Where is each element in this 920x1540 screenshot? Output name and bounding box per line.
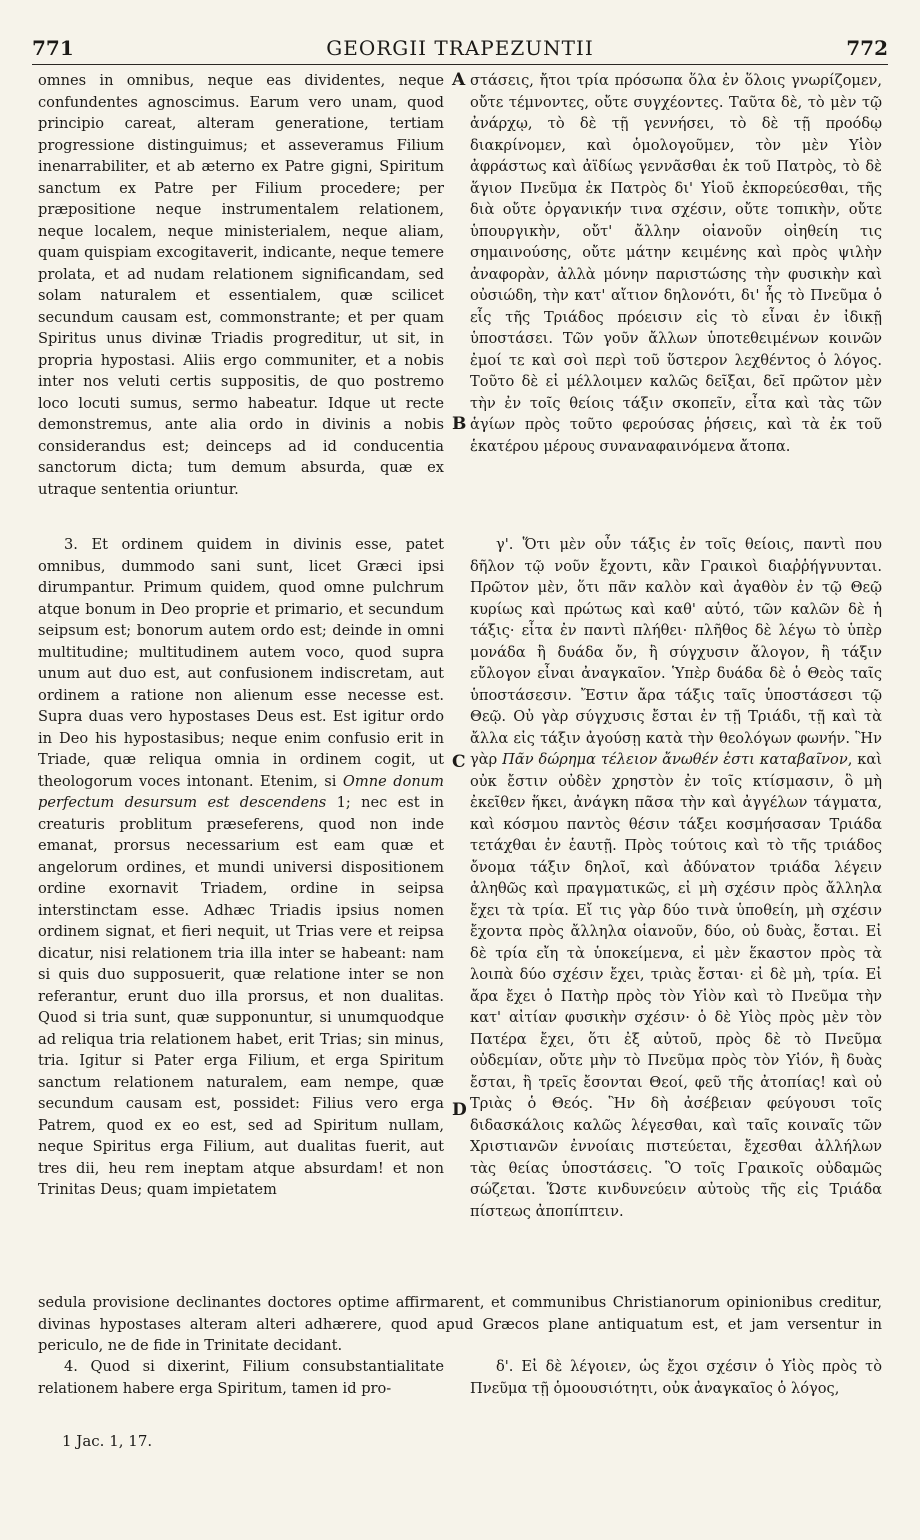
latin-text-a: 3. Et ordinem quidem in divinis esse, patet omnibus, dummodo sani sunt, licet Græci ipsi dirumpantur. Primum quidem, quod omne pulchrum atque bonum in Deo proprie et primario, et secundum seipsum est; bonorum autem ordo est; deinde in omni multitudine; multitudinem autem voco, quod supra unum aut duo est, aut confusionem indiscretam, aut ordinem a ratione non alienum esse necesse est. Supra duas vero hypostases Deus est. Est igitur ordo in Deo his hypostasibus; neque enim confusio erit in Triade, quæ reliqua omnia in ordinem cogit, ut theologorum voces intonant. Etenim, si xyxy=(38,536,444,790)
latin-column-section-4 xyxy=(38,1356,444,1399)
greek-column-top xyxy=(470,70,882,457)
greek-paragraph-1: στάσεις, ἤτοι τρία πρόσωπα ὅλα ἐν ὅλοις γνωρίζομεν, οὔτε τέμνοντες, οὔτε συγχέοντες. Ταῦτα δὲ, τὸ μὲν τῷ ἀνάρχῳ, τὸ δὲ τῇ γεννήσει, τὸ δὲ τῇ προόδῳ διακρίνομεν, καὶ ὁμολογοῦμεν, τὸν μὲν Υἱὸν ἀφράστως καὶ ἀϊδίως γεννᾶσθαι ἐκ τοῦ Πατρὸς, τὸ δὲ ἅγιον Πνεῦμα ἐκ Πατρὸς δι' Υἱοῦ ἐκπορεύεσθαι, τῆς διὰ οὔτε ὀργανικήν τινα σχέσιν, οὔτε τοπικὴν, οὔτε ὑπουργικὴν, οὔτ' ἄλλην οἱανοῦν οἰηθείη τις σημαινούσης, οὔτε μάτην κειμένης καὶ πρὸς ψιλὴν ἀναφορὰν, ἀλλὰ μόνην παριστώσης τὴν φυσικὴν καὶ οὐσιώδη, τὴν κατ' αἴτιον δηλονότι, δι' ἧς τὸ Πνεῦμα ὁ εἷς τῆς Τριάδος πρόεισιν εἰς τὸ εἶναι ἐν ἰδικῇ ὑποστάσει. Τῶν γοῦν ἄλλων ὑποτεθειμένων κοινῶν ἐμοί τε καὶ σοὶ περὶ τοῦ ὕστερον λεχθέντος ὁ λόγος. Τοῦτο δὲ εἰ μέλλοιμεν καλῶς δεῖξαι, δεῖ πρῶτον μὲν τὴν ἐν τοῖς θείοις τάξιν σκοπεῖν, εἶτα καὶ τὰς τῶν ἁγίων πρὸς τοῦτο φερούσας ῥήσεις, καὶ τὰ ἐκ τοῦ ἑκατέρου μέρους συναναφαινόμενα ἄτοπα. xyxy=(470,72,882,455)
page-number-right: 772 xyxy=(846,36,888,60)
margin-marker-d: D xyxy=(452,1100,467,1120)
margin-marker-a: A xyxy=(452,70,466,90)
full-width-continuation: sedula provisione declinantes doctores optime affirmarent, et communibus Christianorum opinionibus creditur, divinas hypostases alteram alteri adhærere, quod apud Græcos plane antiquatum est, et jam versentur in periculo, ne de fide in Trinitate decidant. xyxy=(38,1294,882,1354)
latin-column-section-3 xyxy=(38,534,444,1201)
latin-paragraph-3: 4. Quod si dixerint, Filium consubstantialitate relationem habere erga Spiritum, tamen id pro- xyxy=(38,1358,444,1397)
page-number-left: 771 xyxy=(32,36,74,60)
greek-column-section-4 xyxy=(470,1356,882,1399)
latin-text-b: 1; nec est in creaturis problitum præseferens, quod non inde emanat, prorsus necessarium est eam quæ et angelorum ordines, et mundi universi dispositionem ordine exornavit Triadem, ordine in seipsa interstinctam esse. Adhæc Triadis ipsius nomen ordinem signat, et fieri nequit, ut Trias vere et reipsa dicatur, nisi relationem tria illa inter se habeant: nam si quis duo supposuerit, quæ relatione inter se non referantur, erunt duo illa prorsus, et non dualitas. Quod si tria sunt, quæ supponuntur, si unumquodque ad reliqua tria relationem habet, erit Trias; sin minus, tria. Igitur si Pater erga Filium, et erga Spiritum sanctum relationem naturalem, eam nempe, quæ secundum causam est, possidet: Filius vero erga Patrem, quod ex eo est, sed ad Spiritum nullam, neque Spiritus erga Filium, aut dualitas fuerit, aut tres dii, heu rem ineptam atque absurdam! et non Trinitas Deus; quam impietatem xyxy=(38,794,444,1198)
latin-paragraph-1: omnes in omnibus, neque eas dividentes, neque confundentes agnoscimus. Earum vero unam, quod principio careat, alteram generatione, tertiam progressione distinguimus; et asseveramus Filium inenarrabiliter, et ab æterno ex Patre gigni, Spiritum sanctum ex Patre per Filium procedere; per præpositione neque instrumentalem relationem, neque localem, neque ministerialem, neque aliam, quam quispiam excogitaverit, indicante, neque temere prolata, et ad nudam relationem significandam, sed solam naturalem et essentialem, quæ scilicet secundum causam est, commonstrante; et per quam Spiritus unus divinæ Triadis progreditur, ut sit, in propria hypostasi. Aliis ergo communiter, et a nobis inter nos veluti certis suppositis, de quo postremo loco locuti sumus, sermo habeatur. Idque ut recte demonstremus, ante alia ordo in divinis a nobis considerandus est; deinceps ad id conducentia sanctorum dicta; tum demum absurda, quæ ex utraque sententia oriuntur. xyxy=(38,72,444,498)
greek-paragraph-2 xyxy=(470,534,882,1222)
footnote: 1 Jac. 1, 17. xyxy=(62,1432,153,1450)
greek-paragraph-3: δ'. Εἰ δὲ λέγοιεν, ὡς ἔχοι σχέσιν ὁ Υἱὸς πρὸς τὸ Πνεῦμα τῇ ὁμοουσιότητι, οὐκ ἀναγκαῖος ὁ λόγος, xyxy=(470,1358,882,1397)
greek-column-section-3 xyxy=(470,534,882,1222)
scripture-quote-greek: Πᾶν δώρημα τέλειον ἄνωθέν ἐστι καταβαῖνον xyxy=(502,751,848,768)
scripture-quote-latin: Omne donum perfectum desursum est descendens xyxy=(38,772,444,811)
latin-paragraph-2 xyxy=(38,534,444,1201)
latin-column-top xyxy=(38,70,444,500)
margin-marker-b: B xyxy=(452,414,467,434)
page-header xyxy=(32,30,888,65)
greek-text-b: , καὶ οὐκ ἔστιν οὐδὲν χρηστὸν ἐν τοῖς κτίσμασιν, ὃ μὴ ἐκεῖθεν ἥκει, ἀνάγκη πᾶσα τὴν καὶ ἀγγέλων τάγματα, καὶ κόσμου παντὸς θέσιν τάξει κοσμήσασαν Τριάδα τετάχθαι ἐν ἑαυτῇ. Πρὸς τούτοις καὶ τὸ τῆς τριάδος ὄνομα τάξιν δηλοῖ, καὶ ἀδύνατον τριάδα λέγειν ἀληθῶς καὶ πραγματικῶς, εἰ μὴ σχέσιν πρὸς ἄλληλα ἔχει τὰ τρία. Εἴ τις γὰρ δύο τινὰ ὑποθείη, μὴ σχέσιν ἔχοντα πρὸς ἄλληλα οἱανοῦν, δύο, οὐ δυὰς, ἔσται. Εἰ δὲ τρία εἴη τὰ ὑποκείμενα, εἰ μὲν ἕκαστον πρὸς τὰ λοιπὰ δύο σχέσιν ἔχει, τριὰς ἔσται· εἰ δὲ μὴ, τρία. Εἰ ἄρα ἔχει ὁ Πατὴρ πρὸς τὸν Υἱὸν καὶ τὸ Πνεῦμα τὴν κατ' αἰτίαν φυσικὴν σχέσιν· ὁ δὲ Υἱὸς πρὸς μὲν τὸν Πατέρα ἔχει, ὅτι ἐξ αὐτοῦ, πρὸς δὲ τὸ Πνεῦμα οὐδεμίαν, οὔτε μὴν τὸ Πνεῦμα πρὸς τὸν Υἱόν, ἢ δυὰς ἔσται, ἢ τρεῖς ἔσονται Θεοί, φεῦ τῆς ἀτοπίας! καὶ οὐ Τριὰς ὁ Θεός. Ἣν δὴ ἀσέβειαν φεύγουσι τοῖς διδασκάλοις καλῶς λέγεσθαι, καὶ ταῖς κοιναῖς τῶν Χριστιανῶν ἐννοίαις πιστεύεται, ἔχεσθαι ἀλλήλων τὰς θείας ὑποστάσεις. Ὃ τοῖς Γραικοῖς οὐδαμῶς σώζεται. Ὥστε κινδυνεύειν αὐτοὺς τῆς εἰς Τριάδα πίστεως ἀποπίπτειν. xyxy=(470,751,883,1220)
running-title: GEORGII TRAPEZUNTII xyxy=(326,36,594,60)
greek-text-a: γ'. Ὅτι μὲν οὖν τάξις ἐν τοῖς θείοις, παντὶ που δῆλον τῷ νοῦν ἔχοντι, κἂν Γραικοὶ διαῤῥήγνυνται. Πρῶτον μὲν, ὅτι πᾶν καλὸν καὶ ἀγαθὸν ἐν τῷ Θεῷ κυρίως καὶ πρώτως καὶ καθ' αὑτό, τῶν καλῶν δὲ ἡ τάξις· εἶτα ἐν παντὶ πλήθει· πλῆθος δὲ λέγω τὸ ὑπὲρ μονάδα ἢ δυάδα ὄν, ἢ σύγχυσιν ἄλογον, ἢ τάξιν εὔλογον εἶναι ἀναγκαῖον. Ὑπὲρ δυάδα δὲ ὁ Θεὸς ταῖς ὑποστάσεσιν. Ἔστιν ἄρα τάξις ταῖς ὑποστάσεσι τῷ Θεῷ. Οὐ γὰρ σύγχυσις ἔσται ἐν τῇ Τριάδι, τῇ καὶ τὰ ἄλλα εἰς τάξιν ἀγούσῃ κατὰ τὴν θεολόγων φωνήν. Ἣν γὰρ xyxy=(470,536,882,768)
margin-marker-c: C xyxy=(452,752,466,772)
